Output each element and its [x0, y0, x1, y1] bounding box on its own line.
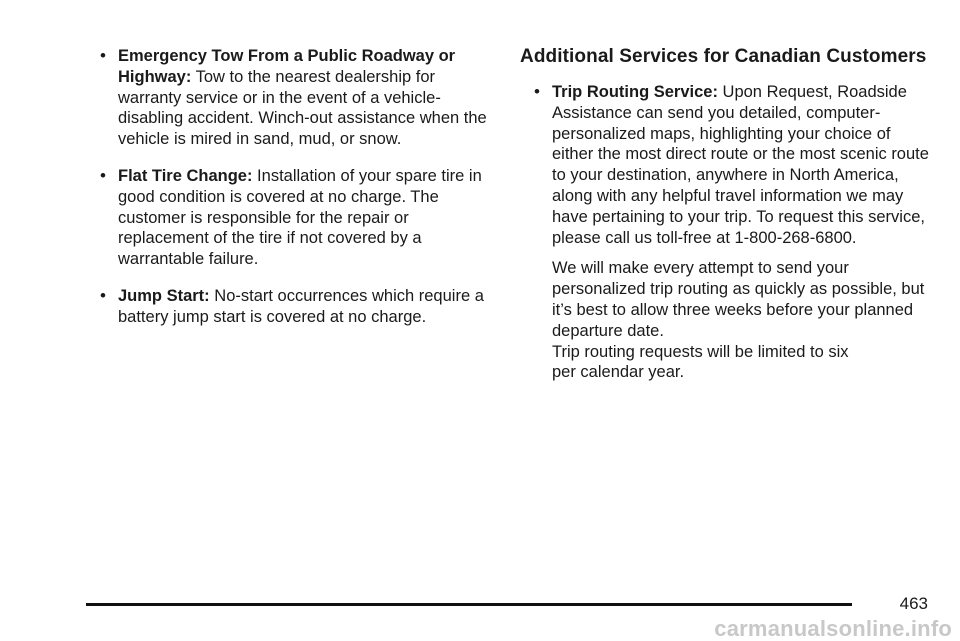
- paragraph-departure: We will make every attempt to send your personalized trip routing as quickly as possible, but it’s best to allow three weeks before your planned departure date.: [552, 259, 925, 340]
- right-column: [520, 46, 930, 383]
- item-label: Trip Routing Service:: [552, 83, 718, 101]
- bullet-icon: •: [534, 82, 540, 101]
- bullet-icon: •: [100, 285, 106, 305]
- item-text: Installation of your spare tire in good condition is covered at no charge. The customer is responsible for the repair or replacement of the tire if not covered by a warrantable failure.: [118, 166, 482, 269]
- list-item-emergency-tow: [96, 46, 496, 150]
- item-text: Tow to the nearest dealership for warranty service or in the event of a vehicle-disabling accident. Winch-out assistance when the vehicle is mired in sand, mud, or snow.: [118, 67, 487, 149]
- bullet-icon: •: [100, 165, 106, 185]
- item-label: Emergency Tow From a Public Roadway or Highway:: [118, 47, 456, 86]
- bullet-icon: •: [100, 46, 106, 65]
- list-item-flat-tire-change: [96, 166, 496, 270]
- list-item-jump-start: [96, 286, 496, 328]
- item-text: No-start occurrences which require a battery jump start is covered at no charge.: [118, 286, 484, 326]
- page-number: 463: [899, 594, 928, 613]
- footer-rule: [86, 603, 852, 606]
- item-label: Jump Start:: [118, 286, 210, 305]
- left-column: [96, 46, 496, 344]
- list-item-trip-routing: [530, 82, 930, 248]
- item-text: Upon Request, Roadside Assistance can send you detailed, computer-personalized maps, highlighting your choice of either the most direct route or the most scenic route to your destination, anywhere in North America, along with any helpful travel information we may have pertaining to your trip. To request this service, please call us toll-free at 1-800-268-6800.: [552, 83, 929, 247]
- paragraph-limit: Trip routing requests will be limited to six per calendar year.: [552, 342, 849, 382]
- watermark-logo: carmanualsonline.info: [714, 616, 952, 641]
- item-label: Flat Tire Change:: [118, 166, 253, 185]
- section-heading: Additional Services for Canadian Customers: [520, 46, 927, 67]
